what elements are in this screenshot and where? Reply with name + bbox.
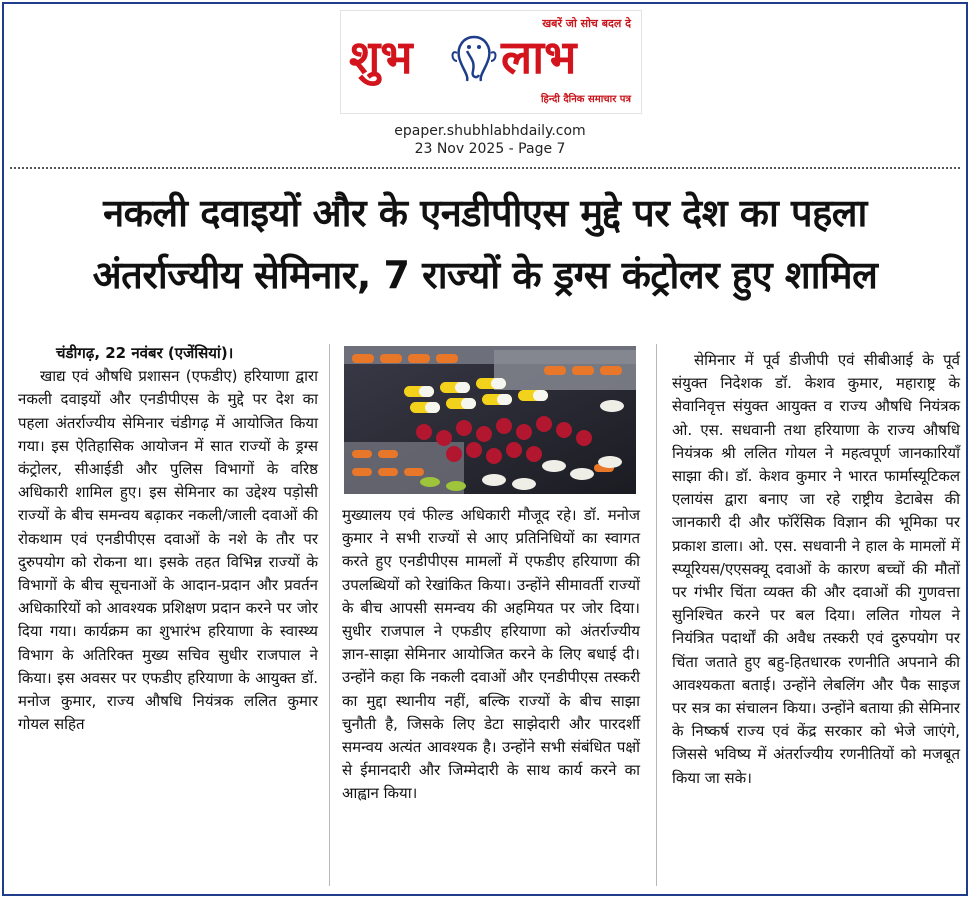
column-rule-2 <box>656 344 657 886</box>
headline-line-2: अंतर्राज्यीय सेमिनार, 7 राज्यों के ड्रग्स कंट्रोलर हुए शामिल <box>92 253 878 297</box>
medicine-pills-photo <box>344 346 636 494</box>
headline-line-1: नकली दवाइयों और के एनडीपीएस मुद्दे पर देश का पहला <box>103 191 867 235</box>
column-1-text: खाद्य एवं औषधि प्रशासन (एफडीए) हरियाणा द्वारा नकली दवाइयों और एनडीपीएस के मुद्दे पर देश का पहला अंतर्राज्यीय सेमिनार चंडीगढ़ में आयोजित किया गया। इस ऐतिहासिक आयोजन में सात राज्यों के ड्रग्स कंट्रोलर, सीआईडी और पुलिस विभागों के वरिष्ठ अधिकारी शामिल हुए। इस सेमिनार का उद्देश्य पड़ोसी राज्यों के बीच समन्वय बढ़ाकर नकली/जाली दवाओं की रोकथाम एवं एनडीपीएस दवाओं के नशे के तौर पर दुरुपयोग को रोकना था। इसके तहत विभिन्न राज्यों के विभागों के बीच सूचनाओं के आदान-प्रदान और प्रवर्तन अधिकारियों को आवश्यक प्रशिक्षण प्रदान करने पर जोर दिया गया। कार्यक्रम का शुभारंभ हरियाणा के स्वास्थ्य विभाग के अतिरिक्त मुख्य सचिव सुधीर राजपाल ने किया। इस अवसर पर एफडीए हरियाणा के आयुक्त डॉ. मनोज कुमार, राज्य औषधि नियंत्रक ललित कुमार गोयल सहित <box>18 367 318 734</box>
dateline: चंडीगढ़, 22 नवंबर (एजेंसियां)। <box>56 344 234 362</box>
newspaper-logo <box>340 10 642 114</box>
column-3-text: सेमिनार में पूर्व डीजीपी एवं सीबीआई के पूर्व संयुक्त निदेशक डॉ. केशव कुमार, महाराष्ट्र के सेवानिवृत्त संयुक्त आयुक्त व राज्य औषधि नियंत्रक ओ. एस. सधवानी तथा हरियाणा के राज्य औषधि नियंत्रक श्री ललित गोयल ने महत्वपूर्ण जानकारियाँ साझा की। डॉ. केशव कुमार ने भारत फार्मास्यूटिकल एलायंस द्वारा बनाए जा रहे राष्ट्रीय डेटाबेस की जानकारी दी और फॉरेंसिक विज्ञान की भूमिका पर प्रकाश डाला। ओ. एस. सधवानी ने हाल के मामलों में स्प्यूरियस/एएसक्यू दवाओं के कारण बच्चों की मौतों पर गंभीर चिंता व्यक्त की और दवाओं की गुणवत्ता सुनिश्चित करने पर बल दिया। ललित गोयल ने नियंत्रित पदार्थों की अवैध तस्करी एवं दुरुपयोग पर चिंता जताते हुए बहु-हितधारक रणनीति अपनाने की आवश्यकता बताई। उन्होंने लेबलिंग और पैक साइज पर सत्र का संचालन किया। उन्होंने बताया क़ी सेमिनार के निष्कर्ष राज्य एवं केंद्र सरकार को भेजे जाएंगे, जिससे भविष्य में अंतर्राज्यीय रणनीतियों को मजबूत किया जा सके। <box>672 351 960 787</box>
source-date-page: 23 Nov 2025 - Page 7 <box>414 141 566 157</box>
ganesha-icon <box>449 31 499 85</box>
logo-tagline: खबरें जो सोच बदल दे <box>542 17 631 30</box>
epaper-clipping <box>2 2 968 896</box>
article-column-2 <box>342 504 640 806</box>
article-headline <box>12 182 958 306</box>
logo-word-labh: लाभ <box>501 30 577 84</box>
logo-subtag: हिन्दी दैनिक समाचार पत्र <box>540 94 631 105</box>
article-column-3 <box>672 349 960 790</box>
column-2-text: मुख्यालय एवं फील्ड अधिकारी मौजूद रहे। डॉ. मनोज कुमार ने सभी राज्यों से आए प्रतिनिधियों का स्वागत करते हुए एनडीपीएस मामलों में एफडीए हरियाणा की उपलब्धियों को रेखांकित किया। उन्होंने सीमावर्ती राज्यों के बीच आपसी समन्वय की अहमियत पर जोर दिया। सुधीर राजपाल ने एफडीए हरियाणा को अंतर्राज्यीय ज्ञान-साझा सेमिनार आयोजित करने के लिए बधाई दी। उन्होंने कहा कि नकली दवाओं और एनडीपीएस तस्करी का मुद्दा स्थानीय नहीं, बल्कि राज्यों के बीच साझा चुनौती है, जिसके लिए डेटा साझेदारी और पारदर्शी समन्वय अत्यंत आवश्यक है। उन्होंने सभी संबंधित पक्षों से ईमानदारी और जिम्मेदारी के साथ कार्य करने का आह्वान किया। <box>342 506 640 803</box>
source-info <box>340 122 640 158</box>
logo-word-shubh: शुभ <box>349 30 413 84</box>
source-url: epaper.shubhlabhdaily.com <box>394 123 586 139</box>
dotted-divider <box>10 167 960 169</box>
article-column-1 <box>18 342 318 736</box>
column-rule-1 <box>329 344 330 886</box>
